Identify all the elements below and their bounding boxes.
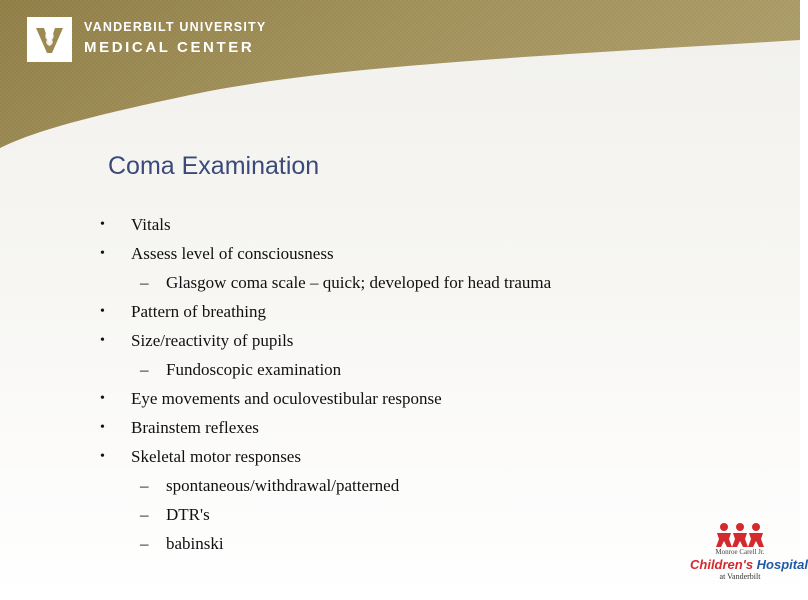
bullet-marker: • <box>100 217 105 232</box>
childrens-hospital-name <box>690 557 808 572</box>
dash-marker: – <box>140 476 149 495</box>
bullet-marker: • <box>100 420 105 435</box>
university-name: VANDERBILT UNIVERSITY <box>84 20 267 34</box>
childrens-hospital-prefix: Monroe Carell Jr. <box>715 548 765 556</box>
childrens-hospital-logo <box>690 522 808 590</box>
bullet-marker: • <box>100 246 105 261</box>
bullet-marker: • <box>100 333 105 348</box>
list-item-text: Fundoscopic examination <box>166 360 342 379</box>
hospital-word: Hospital <box>756 557 808 572</box>
list-item-text: Vitals <box>131 215 171 234</box>
list-item-text: spontaneous/withdrawal/patterned <box>166 476 400 495</box>
dash-marker: – <box>140 505 149 524</box>
vanderbilt-logo <box>27 17 72 62</box>
children-figures-icon <box>712 522 768 548</box>
oak-leaf-v-icon <box>27 17 72 62</box>
slide-title: Coma Examination <box>108 152 320 180</box>
bullet-marker: • <box>100 391 105 406</box>
list-item-text: DTR's <box>166 505 210 524</box>
bullet-marker: • <box>100 449 105 464</box>
childrens-word: Children's <box>690 557 754 572</box>
list-item-text: Brainstem reflexes <box>131 418 259 437</box>
list-item-text: babinski <box>166 534 224 553</box>
dash-marker: – <box>140 534 149 553</box>
dash-marker: – <box>140 273 149 292</box>
list-item-text: Pattern of breathing <box>131 302 267 321</box>
medical-center-name: MEDICAL CENTER <box>84 39 255 56</box>
list-item-text: Eye movements and oculovestibular response <box>131 389 442 408</box>
list-item-text: Size/reactivity of pupils <box>131 331 294 350</box>
childrens-hospital-location: at Vanderbilt <box>719 572 761 581</box>
list-item-text: Glasgow coma scale – quick; developed for head trauma <box>166 273 552 292</box>
list-item-text: Assess level of consciousness <box>131 244 334 263</box>
list-item-text: Skeletal motor responses <box>131 447 301 466</box>
bullet-marker: • <box>100 304 105 319</box>
dash-marker: – <box>140 360 149 379</box>
